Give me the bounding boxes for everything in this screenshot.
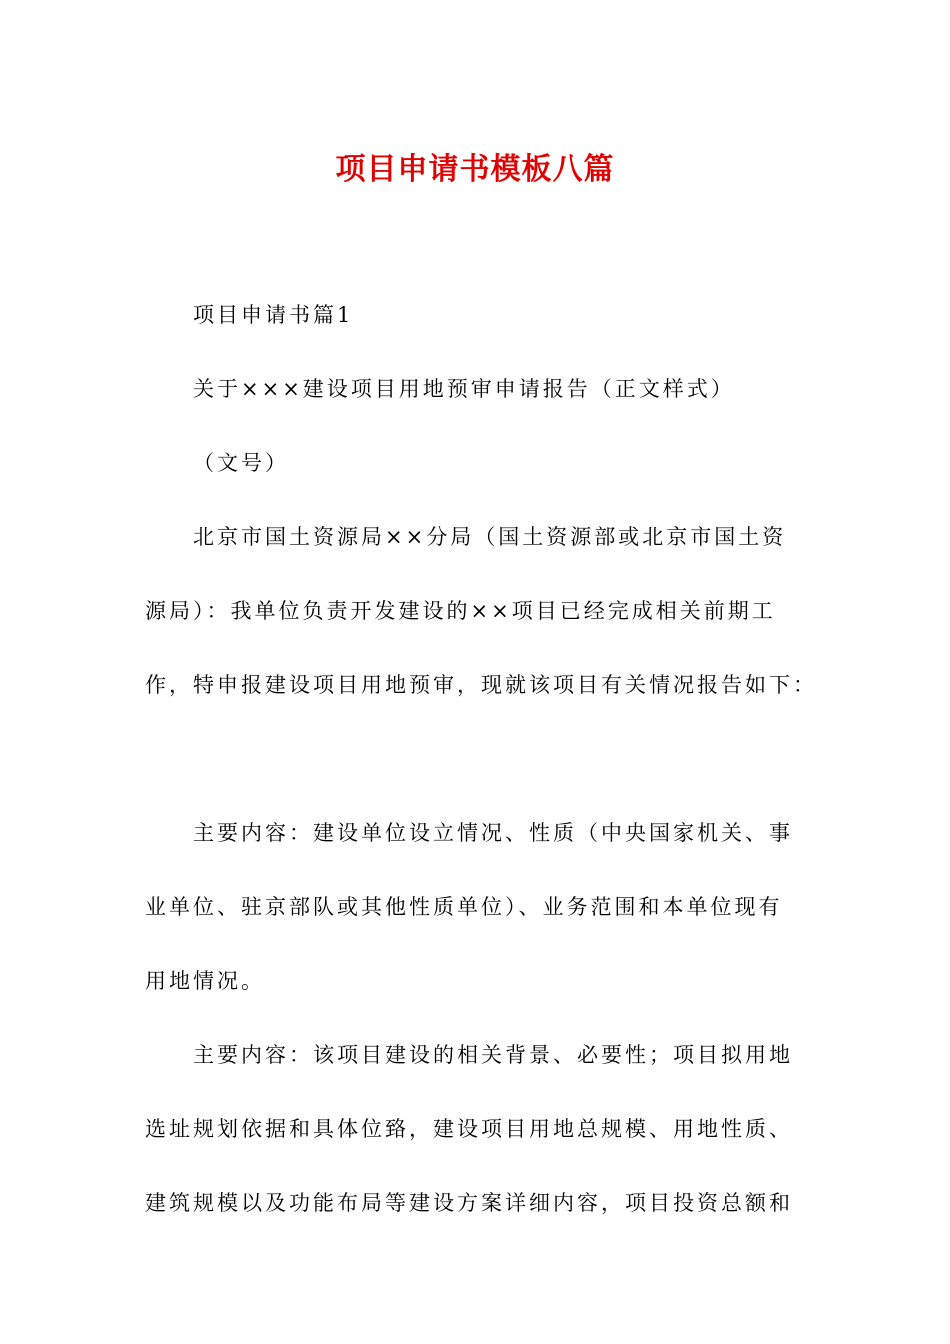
- document-title: 项目申请书模板八篇: [335, 152, 615, 187]
- text-line: 主要内容：建设单位设立情况、性质（中央国家机关、事: [193, 821, 793, 845]
- text-line: 主要内容：该项目建设的相关背景、必要性；项目拟用地: [193, 1043, 793, 1067]
- text-line: 作，特申报建设项目用地预审，现就该项目有关情况报告如下：: [145, 673, 817, 697]
- document-number: [145, 426, 805, 500]
- text-line: （文号）: [193, 451, 289, 475]
- report-title: [145, 352, 805, 426]
- text-line: 业单位、驻京部队或其他性质单位）、业务范围和本单位现有: [145, 895, 783, 919]
- text-line: 用地情况。: [145, 969, 265, 993]
- text-line: 选址规划依据和具体位臵，建设项目用地总规模、用地性质、: [145, 1117, 793, 1141]
- section-heading: [145, 278, 805, 352]
- text-line: 项目申请书篇1: [193, 303, 354, 327]
- text-line: 源局）：我单位负责开发建设的××项目已经完成相关前期工: [145, 599, 776, 623]
- blank-space: [145, 722, 805, 796]
- text-line: 北京市国土资源局××分局（国土资源部或北京市国土资: [193, 525, 787, 549]
- paragraph-addressee: [145, 500, 817, 722]
- text-line: 关于×××建设项目用地预审申请报告（正文样式）: [193, 377, 735, 401]
- paragraph-project-info: [145, 1018, 805, 1240]
- text-line: 建筑规模以及功能布局等建设方案详细内容，项目投资总额和: [145, 1191, 793, 1215]
- document-body: [145, 278, 817, 1240]
- paragraph-unit-info: [145, 796, 805, 1018]
